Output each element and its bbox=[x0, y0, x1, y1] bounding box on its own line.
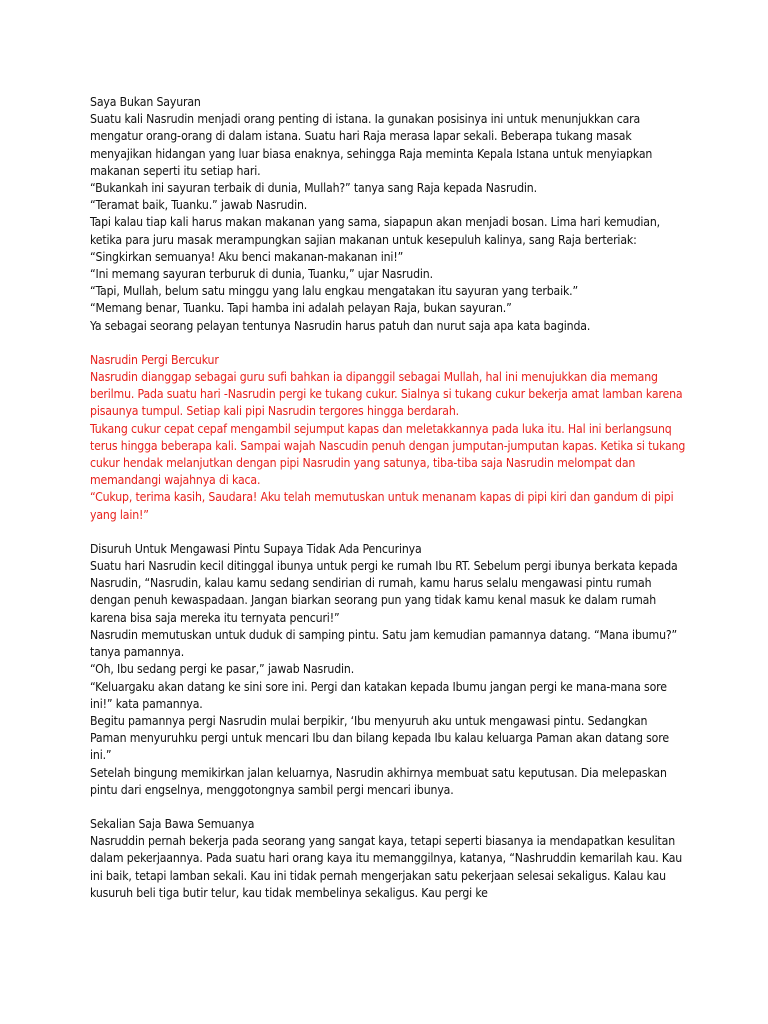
story-paragraph: Nasrudin memutuskan untuk duduk di samping pintu. Satu jam kemudian pamannya datang. “Mana ibumu?” tanya pamannya. bbox=[90, 627, 678, 660]
story-section-highlighted bbox=[90, 352, 686, 524]
story-paragraph: Nasrudin dianggap sebagai guru sufi bahkan ia dipanggil sebagai Mullah, hal ini menujukkan dia memang berilmu. Pada suatu hari -Nasrudin pergi ke tukang cukur. Sialnya si tukang cukur bekerja amat lamban karena pisaunya tumpul. Setiap kali pipi Nasrudin tergores hingga berdarah. bbox=[90, 370, 683, 419]
story-paragraph: “Bukankah ini sayuran terbaik di dunia, Mullah?” tanya sang Raja kepada Nasrudin. bbox=[90, 181, 537, 196]
story-section bbox=[90, 94, 686, 335]
story-paragraph: “Ini memang sayuran terburuk di dunia, Tuanku,” ujar Nasrudin. bbox=[90, 267, 433, 282]
story-paragraph: Setelah bingung memikirkan jalan keluarnya, Nasrudin akhirnya membuat satu keputusan. Dia melepaskan pintu dari engselnya, menggotongnya sambil pergi mencari ibunya. bbox=[90, 765, 667, 797]
story-title: Sekalian Saja Bawa Semuanya bbox=[90, 816, 255, 831]
document-page bbox=[90, 94, 686, 902]
story-title: Saya Bukan Sayuran bbox=[90, 95, 201, 109]
story-paragraph: Tukang cukur cepat cepaf mengambil sejumput kapas dan meletakkannya pada luka itu. Hal ini berlangsunq terus hingga beberapa kali. Sampai wajah Nascudin penuh dengan jumputan-jumputan kapas. Ketika si tukang cukur hendak melanjutkan dengan pipi Nasrudin yang satunya, tiba-tiba saja Nasrudin melompat dan memandangi wajahnya di kaca. bbox=[90, 421, 686, 488]
story-paragraph: Suatu kali Nasrudin menjadi orang penting di istana. Ia gunakan posisinya ini untuk menunjukkan cara mengatur orang-orang di dalam istana. Suatu hari Raja merasa lapar sekali. Beberapa tukang masak menyajikan hidangan yang luar biasa enaknya, sehingga Raja meminta Kepala Istana untuk menyiapkan makanan seperti itu setiap hari. bbox=[90, 112, 653, 178]
story-section bbox=[90, 816, 686, 902]
story-paragraph: Begitu pamannya pergi Nasrudin mulai berpikir, ‘Ibu menyuruh aku untuk mengawasi pintu. Sedangkan Paman menyuruhku pergi untuk mencari Ibu dan bilang kepada Ibu kalau keluarga Paman akan datang sore ini.” bbox=[90, 713, 669, 763]
story-paragraph: “Tapi, Mullah, belum satu minggu yang lalu engkau mengatakan itu sayuran yang terbaik.” bbox=[90, 284, 579, 299]
story-paragraph: Nasruddin pernah bekerja pada seorang yang sangat kaya, tetapi seperti biasanya ia mendapatkan kesulitan dalam pekerjaannya. Pada suatu hari orang kaya itu memanggilnya, katanya, “Nashruddin kemarilah kau. Kau ini baik, tetapi lamban sekali. Kau ini tidak pernah mengerjakan satu pekerjaan selesai sekaligus. Kalau kau kusuruh beli tiga butir telur, kau tidak membelinya sekaligus. Kau pergi ke bbox=[90, 834, 683, 900]
story-section bbox=[90, 541, 686, 799]
story-paragraph: “Teramat baik, Tuanku.” jawab Nasrudin. bbox=[90, 198, 308, 213]
story-paragraph: “Singkirkan semuanya! Aku benci makanan-makanan ini!” bbox=[90, 249, 404, 264]
story-paragraph: “Keluargaku akan datang ke sini sore ini. Pergi dan katakan kepada Ibumu jangan pergi ke mana-mana sore ini!” kata pamannya. bbox=[90, 679, 667, 711]
story-paragraph: Tapi kalau tiap kali harus makan makanan yang sama, siapapun akan menjadi bosan. Lima hari kemudian, ketika para juru masak merampungkan sajian makanan untuk kesepuluh kalinya, sang Raja berteriak: bbox=[90, 215, 660, 247]
story-title: Disuruh Untuk Mengawasi Pintu Supaya Tidak Ada Pencurinya bbox=[90, 541, 422, 556]
story-paragraph: “Oh, Ibu sedang pergi ke pasar,” jawab Nasrudin. bbox=[90, 662, 355, 677]
story-paragraph: “Cukup, terima kasih, Saudara! Aku telah memutuskan untuk menanam kapas di pipi kiri dan gandum di pipi yang lain!” bbox=[90, 490, 674, 522]
story-paragraph: Suatu hari Nasrudin kecil ditinggal ibunya untuk pergi ke rumah Ibu RT. Sebelum pergi ibunya berkata kepada Nasrudin, “Nasrudin, kalau kamu sedang sendirian di rumah, kamu harus selalu mengawasi pintu rumah dengan penuh kewaspadaan. Jangan biarkan seorang pun yang tidak kamu kenal masuk ke dalam rumah karena bisa saja mereka itu ternyata pencuri!” bbox=[90, 559, 678, 625]
story-paragraph: Ya sebagai seorang pelayan tentunya Nasrudin harus patuh dan nurut saja apa kata baginda. bbox=[90, 318, 591, 333]
story-title: Nasrudin Pergi Bercukur bbox=[90, 352, 219, 367]
story-paragraph: “Memang benar, Tuanku. Tapi hamba ini adalah pelayan Raja, bukan sayuran.” bbox=[90, 301, 512, 316]
